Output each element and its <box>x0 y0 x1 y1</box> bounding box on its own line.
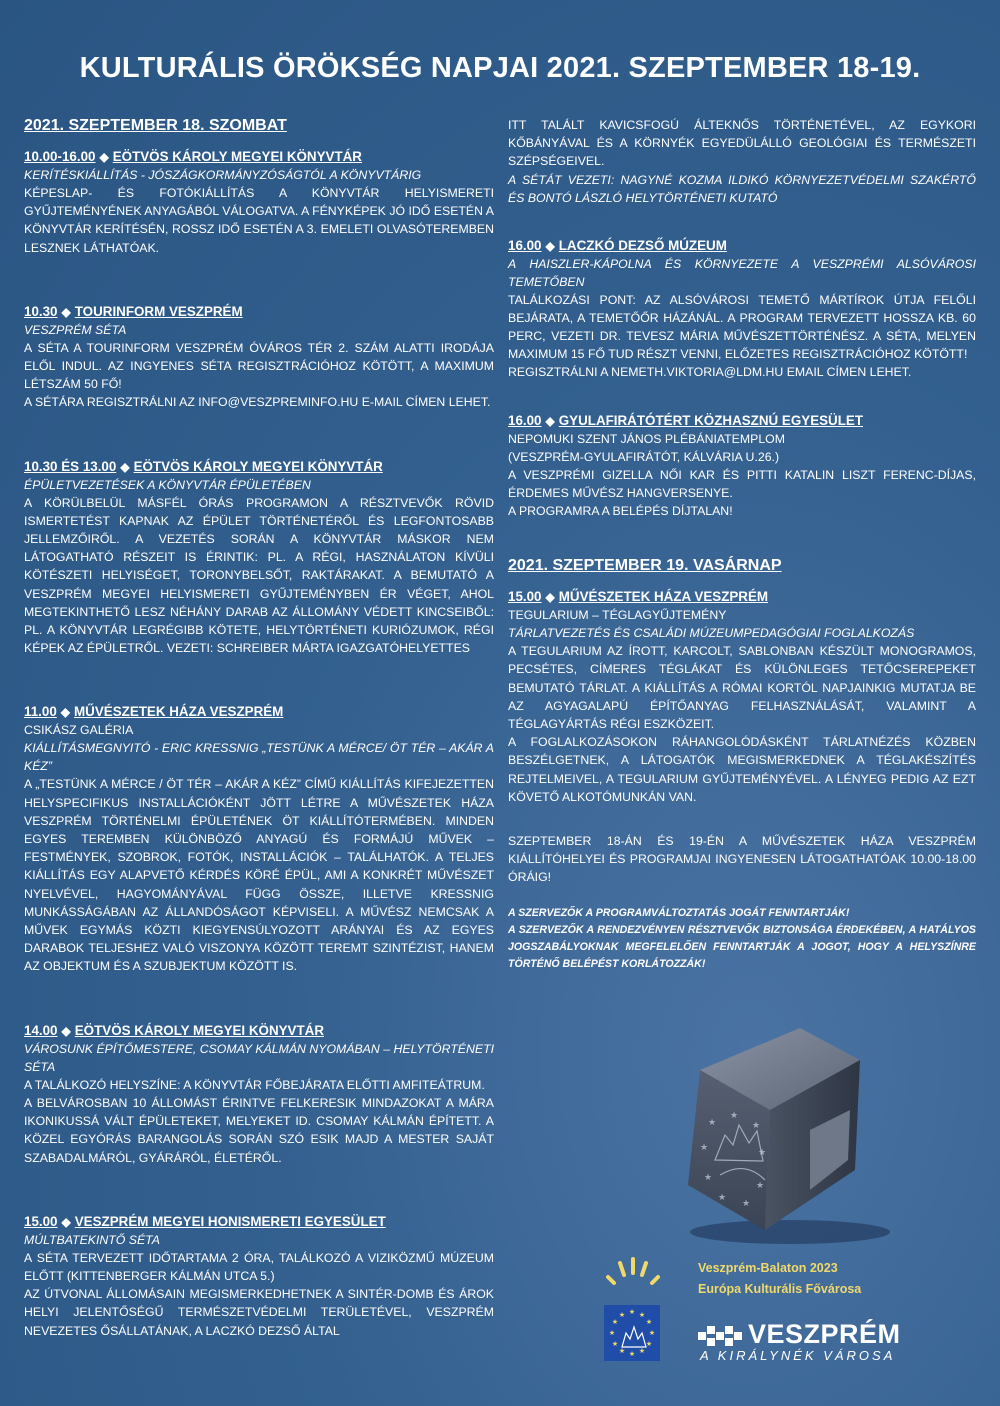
svg-text:★: ★ <box>638 1311 646 1319</box>
event-body: A TALÁLKOZÓ HELYSZÍNE: A KÖNYVTÁR FŐBEJÁRATA ELŐTTI AMFITEÁTRUM. <box>24 1077 485 1092</box>
event-body-more: A PROGRAMRA A BELÉPÉS DÍJTALAN! <box>508 504 733 519</box>
day-heading-sunday: 2021. SZEPTEMBER 19. VASÁRNAP <box>508 557 782 575</box>
svg-text:★: ★ <box>628 1350 636 1358</box>
castle-icon <box>698 1322 742 1346</box>
city-motto: A KIRÁLYNÉK VÁROSA <box>700 1348 896 1363</box>
event-time: 11.00 <box>24 704 57 720</box>
event-8 <box>508 412 976 521</box>
event-body: KÉPESLAP- ÉS FOTÓKIÁLLÍTÁS A KÖNYVTÁR HELYISMERETI GYŰJTEMÉNYÉNEK ANYAGÁBÓL VÁLOGATVA. A FÉNYKÉPEK JÓ IDŐ ESETÉN A KÖNYVTÁR KERÍTÉSÉN, ROSSZ IDŐ ESETÉN A 3. EMELETI OLVASÓTEREMBEN LESZNEK LÁTHATÓAK. <box>24 186 494 255</box>
ecoc-line-2: Európa Kulturális Fővárosa <box>698 1282 862 1296</box>
svg-text:★: ★ <box>730 1111 739 1121</box>
svg-text:★: ★ <box>628 1308 636 1316</box>
svg-text:★: ★ <box>638 1347 646 1355</box>
notice-change: A SZERVEZŐK A PROGRAMVÁLTOZTATÁS JOGÁT FENNTARTJÁK! <box>508 906 850 919</box>
event-place: NEPOMUKI SZENT JÁNOS PLÉBÁNIATEMPLOM <box>508 431 785 446</box>
event-6 <box>24 1213 494 1340</box>
event-9 <box>508 588 976 806</box>
event-venue: EÖTVÖS KÁROLY MEGYEI KÖNYVTÁR <box>112 149 362 164</box>
event-venue: VESZPRÉM MEGYEI HONISMERETI EGYESÜLET <box>74 1213 386 1229</box>
svg-text:★: ★ <box>742 1199 751 1209</box>
event-1 <box>24 148 494 257</box>
diamond-icon: ◆ <box>61 1023 71 1038</box>
svg-text:★: ★ <box>645 1318 653 1326</box>
event-time: 10.30 <box>24 303 58 319</box>
event-body: A VESZPRÉMI GIZELLA NŐI KAR ÉS PITTI KATALIN LISZT FERENC-DÍJAS, ÉRDEMES MŰVÉSZ HANGVERSENYE. <box>508 467 976 500</box>
diamond-icon: ◆ <box>545 413 555 428</box>
veszprem-city-logo <box>698 1320 901 1364</box>
left-column <box>24 116 494 1366</box>
svg-text:★: ★ <box>645 1340 653 1348</box>
event-body-registration: REGISZTRÁLNI A NEMETH.VIKTORIA@LDM.HU EMAIL CÍMEN LEHET. <box>508 365 912 380</box>
svg-text:★: ★ <box>618 1311 626 1319</box>
event-body: A SÉTA TERVEZETT IDŐTARTAMA 2 ÓRA, TALÁLKOZÓ A VIZIKÖZMŰ MÚZEUM ELŐTT (KITTENBERGER KÁLMÁN UTCA 5.) <box>24 1250 494 1283</box>
page-title: KULTURÁLIS ÖRÖKSÉG NAPJAI 2021. SZEPTEMBER 18-19. <box>79 52 921 84</box>
event-time: 15.00 <box>24 1213 58 1229</box>
event-venue: EÖTVÖS KÁROLY MEGYEI KÖNYVTÁR <box>133 458 383 474</box>
brick-stone-image <box>660 1010 900 1250</box>
event-venue: TOURINFORM VESZPRÉM <box>74 303 243 319</box>
event-venue: LACZKÓ DEZSŐ MÚZEUM <box>558 237 727 253</box>
event-subtitle: ÉPÜLETVEZETÉSEK A KÖNYVTÁR ÉPÜLETÉBEN <box>24 477 311 492</box>
event-time: 14.00 <box>24 1022 58 1038</box>
diamond-icon: ◆ <box>545 590 555 605</box>
ecoc-sun-logo-icon <box>600 1255 666 1291</box>
diamond-icon: ◆ <box>99 150 109 164</box>
free-entry-note: SZEPTEMBER 18-ÁN ÉS 19-ÉN A MŰVÉSZETEK HÁZA VESZPRÉM KIÁLLÍTÓHELYEI ÉS PROGRAMJAI INGYENESEN LÁTOGATHATÓAK 10.00-18.00 ÓRÁIG! <box>508 834 976 885</box>
event-subtitle: KERÍTÉSKIÁLLÍTÁS - JÓSZÁGKORMÁNYZÓSÁGTÓL A KÖNYVTÁRIG <box>24 168 422 182</box>
event-4 <box>24 703 494 975</box>
event-address: (VESZPRÉM-GYULAFIRÁTÓT, KÁLVÁRIA U.26.) <box>508 449 780 464</box>
event-heading <box>508 412 976 430</box>
svg-text:★: ★ <box>611 1318 619 1326</box>
event-heading <box>508 588 976 606</box>
ecoc-line-1: Veszprém-Balaton 2023 <box>698 1261 838 1275</box>
event-body-registration: A SÉTÁRA REGISZTRÁLNI AZ INFO@VESZPREMINFO.HU E-MAIL CÍMEN LEHET. <box>24 395 491 410</box>
event-venue: GYULAFIRÁTÓTÉRT KÖZHASZNÚ EGYESÜLET <box>558 412 864 428</box>
event-venue: MŰVÉSZETEK HÁZA VESZPRÉM <box>74 704 284 720</box>
event-time: 10.00-16.00 <box>24 149 96 164</box>
event-subtitle: VESZPRÉM SÉTA <box>24 322 127 337</box>
diamond-icon: ◆ <box>545 238 555 253</box>
diamond-icon: ◆ <box>61 304 71 319</box>
svg-text:★: ★ <box>758 1148 767 1158</box>
eu-flag-icon <box>604 1305 660 1361</box>
svg-text:★: ★ <box>756 1181 765 1191</box>
event-heading <box>24 303 494 321</box>
event-subtitle: KIÁLLÍTÁSMEGNYITÓ - ERIC KRESSNIG „TESTÜNK A MÉRCE/ ÖT TÉR – AKÁR A KÉZ” <box>24 741 494 774</box>
event-body: A SÉTA A TOURINFORM VESZPRÉM ÓVÁROS TÉR 2. SZÁM ALATTI IRODÁJA ELŐL INDUL. AZ INGYENES SÉTA REGISZTRÁCIÓHOZ KÖTÖTT, A MAXIMUM LÉTSZÁM 50 FŐ! <box>24 340 494 392</box>
diamond-icon: ◆ <box>61 1214 71 1229</box>
event-place: CSIKÁSZ GALÉRIA <box>24 723 134 738</box>
event-heading <box>24 1213 494 1231</box>
svg-text:★: ★ <box>700 1143 709 1153</box>
city-name: VESZPRÉM <box>748 1319 901 1349</box>
brick-stone-icon <box>660 1010 900 1250</box>
event-body: A KÖRÜLBELÜL MÁSFÉL ÓRÁS PROGRAMON A RÉSZTVEVŐK RÖVID ISMERTETÉST KAPNAK AZ ÉPÜLET TÖRTÉNETÉRŐL ÉS LEGFONTOSABB JELLEMZŐIRŐL. A VEZETÉS SORÁN A KÖNYVTÁR MÁSKOR NEM LÁTOGATHATÓ RÉSZEIT IS ÉRINTIK: PL. A RÉGI, HASZNÁLATON KÍVÜLI KÖTÉSZETI HELYISÉGET, TORONYBELSŐT, RAKTÁRAKAT. A BEMUTATÓ A VESZPRÉM MEGYEI HELYISMERETI GYŰJTEMÉNYBEN ÉR VÉGET, AHOL MEGTEKINTHETŐ LESZ NÉHÁNY DARAB AZ ÁLLOMÁNY VÉDETT KINCSEIBŐL: PL. A KÖNYVTÁR LEGRÉGIBB KÖTETE, HELYTÖRTÉNETI KURIÓZUMOK, RÉGI KÉPEK AZ ÉPÜLETRŐL. VEZETI: SCHREIBER MÁRTA IGAZGATÓHELYETTES <box>24 495 494 656</box>
event-6-continued <box>508 116 976 207</box>
diamond-icon: ◆ <box>120 459 130 474</box>
event-place: TEGULARIUM – TÉGLAGYŰJTEMÉNY <box>508 608 727 623</box>
svg-text:★: ★ <box>718 1193 727 1203</box>
event-heading <box>508 237 976 255</box>
svg-text:★: ★ <box>704 1173 713 1183</box>
event-time: 16.00 <box>508 412 542 428</box>
event-body-more: A FOGLALKOZÁSOKON RÁHANGOLÓDÁSKÉNT TÁRLATNÉZÉS KÖZBEN BESZÉLGETNEK, A LÁTOGATÓK MEGISMERKEDNEK A TÉGLAKÉSZÍTÉS REJTELMEIVEL, A TEGULARIUM GYŰJTEMÉNYÉVEL. A LÉNYEG PEDIG AZ EZT KÖVETŐ ALKOTÓMUNKÁN VAN. <box>508 735 976 804</box>
right-column <box>508 116 976 973</box>
event-2 <box>24 303 494 412</box>
event-subtitle: TÁRLATVEZETÉS ÉS CSALÁDI MÚZEUMPEDAGÓGIAI FOGLALKOZÁS <box>508 626 915 641</box>
event-body: TALÁLKOZÁSI PONT: AZ ALSÓVÁROSI TEMETŐ MÁRTÍROK ÚTJA FELŐLI BEJÁRATA, A TEMETŐŐR HÁZÁNÁL. A PROGRAM TERVEZETT HOSSZA KB. 60 PERC, VEZETI DR. TEVESZ MÁRIA MŰVÉSZETTÖRTÉNÉSZ. A SÉTA, MELYEN MAXIMUM 15 FŐ TUD RÉSZT VENNI, ELŐZETES REGISZTRÁCIÓHOZ KÖTÖTT! <box>508 292 976 362</box>
svg-text:★: ★ <box>611 1340 619 1348</box>
ecoc-logo-text <box>698 1258 861 1300</box>
event-body-continued: ITT TALÁLT KAVICSFOGÚ ÁLTEKNŐS TÖRTÉNETÉVEL, AZ EGYKORI KŐBÁNYÁVAL ÉS A KÖRNYÉK EGYEDÜLÁLLÓ GEOLÓGIAI ÉS TERMÉSZETI SZÉPSÉGEIVEL. <box>508 118 976 169</box>
svg-text:★: ★ <box>618 1347 626 1355</box>
event-body: A TEGULARIUM AZ ÍROTT, KARCOLT, SABLONBAN KÉSZÜLT MONOGRAMOS, PECSÉTES, CÍMERES TÉGLÁKAT ÉS KÜLÖNLEGES TETŐCSEREPEKET BEMUTATÓ TÁRLAT. A KIÁLLÍTÁS A RÓMAI KORTÓL NAPJAINKIG MUTATJA BE AZ AGYAGALAPÚ ÉPÍTŐANYAG FELHASZNÁLÁSÁT, VALAMINT A TÉGLAGYÁRTÁS RÉGI ESZKÖZEIT. <box>508 644 976 732</box>
event-5 <box>24 1022 494 1167</box>
event-time: 16.00 <box>508 237 542 253</box>
event-subtitle: A HAISZLER-KÁPOLNA ÉS KÖRNYEZETE A VESZPRÉMI ALSÓVÁROSI TEMETŐBEN <box>508 256 976 289</box>
event-time: 15.00 <box>508 589 542 605</box>
event-subtitle: MÚLTBATEKINTŐ SÉTA <box>24 1232 160 1247</box>
event-venue: EÖTVÖS KÁROLY MEGYEI KÖNYVTÁR <box>74 1022 325 1038</box>
event-body-more: AZ ÚTVONAL ÁLLOMÁSAIN MEGISMERKEDHETNEK A SINTÉR-DOMB ÉS ÁROK HELYI JELENTŐSÉGŰ TERMÉSZETVÉDELMI TERÜLETÉVEL, VESZPRÉM NEVEZETES ŐSÁLLATÁNAK, A LACZKÓ DEZSŐ ÁLTAL <box>24 1287 494 1338</box>
svg-text:★: ★ <box>752 1121 761 1131</box>
svg-text:★: ★ <box>648 1329 656 1337</box>
event-heading <box>24 1022 494 1040</box>
notice-restriction: A SZERVEZŐK A RENDEZVÉNYEN RÉSZTVEVŐK BIZTONSÁGA ÉRDEKÉBEN, A HATÁLYOS JOGSZABÁLYOKNAK MEGFELELŐEN FENNTARTJÁK A JOGOT, HOGY A HELYSZÍNRE TÖRTÉNŐ BELÉPÉST KORLÁTOZZÁK! <box>508 923 976 970</box>
event-heading <box>24 703 494 721</box>
event-body-more: A BELVÁROSBAN 10 ÁLLOMÁST ÉRINTVE FELKERESIK MINDAZOKAT A MÁRA IKONIKUSSÁ VÁLT ÉPÜLETEKET, MELYEKET ID. CSOMAY KÁLMÁN ÉPÍTETT. A KÖZEL EGYÓRÁS BARANGOLÁS SORÁN SZÓ ESIK MAJD A MESTER SAJÁT SZABADALMÁRÓL, GYÁRÁRÓL, ÉLETÉRŐL. <box>24 1095 494 1165</box>
day-heading-saturday: 2021. SZEPTEMBER 18. SZOMBAT <box>24 117 287 134</box>
svg-text:★: ★ <box>608 1329 616 1337</box>
event-guide: A SÉTÁT VEZETI: NAGYNÉ KOZMA ILDIKÓ KÖRNYEZETVÉDELMI SZAKÉRTŐ ÉS BONTÓ LÁSZLÓ HELYTÖRTÉNETI KUTATÓ <box>508 172 976 205</box>
diamond-icon: ◆ <box>60 705 71 720</box>
event-heading <box>24 458 494 476</box>
event-body: A „TESTÜNK A MÉRCE / ÖT TÉR – AKÁR A KÉZ” CÍMŰ KIÁLLÍTÁS KIFEJEZETTEN HELYSPECIFIKUS INSTALLÁCIÓKÉNT JÖTT LÉTRE A MŰVÉSZETEK HÁZA VESZPRÉM TÖRTÉNELMI ÉPÜLETÉNEK ÖT KIÁLLÍTÓTERMÉBEN. MINDEN EGYES TEREMBEN KÜLÖNBÖZŐ ANYAGÚ ÉS FORMÁJÚ MŰVEK – FESTMÉNYEK, SZOBROK, FOTÓK, INSTALLÁCIÓK – TALÁLHATÓK. A TELJES KIÁLLÍTÁS EGY ALAPVETŐ KÉRDÉS KÖRÉ ÉPÜL, AMI A KONKRÉT MŰVÉSZET NYELVÉVEL, HAGYOMÁNYÁVAL FÜGG ÖSSZE, ILLETVE KRESSNIG MUNKÁSSÁGÁBAN AZ ÁLLANDÓSÁGOT KÉPVISELI. A MŰVÉSZ NEMCSAK A MŰVEK EGYMÁS KÖZTI KIEGYENSÚLYOZOTT ARÁNYAI ÉS AZ EGYES DARABOK TELJESHEZ VALÓ VISZONYA KÖZÖTT TEREMT SZINTÉZIST, HANEM AZ OBJEKTUM ÉS A SZUBJEKTUM KÖZÖTT IS. <box>24 777 494 974</box>
event-subtitle: VÁROSUNK ÉPÍTŐMESTERE, CSOMAY KÁLMÁN NYOMÁBAN – HELYTÖRTÉNETI SÉTA <box>24 1041 494 1074</box>
svg-text:★: ★ <box>708 1118 717 1128</box>
event-venue: MŰVÉSZETEK HÁZA VESZPRÉM <box>558 589 769 605</box>
event-time: 10.30 ÉS 13.00 <box>24 458 117 474</box>
event-3 <box>24 458 494 658</box>
event-7 <box>508 237 976 382</box>
event-heading <box>24 148 494 166</box>
